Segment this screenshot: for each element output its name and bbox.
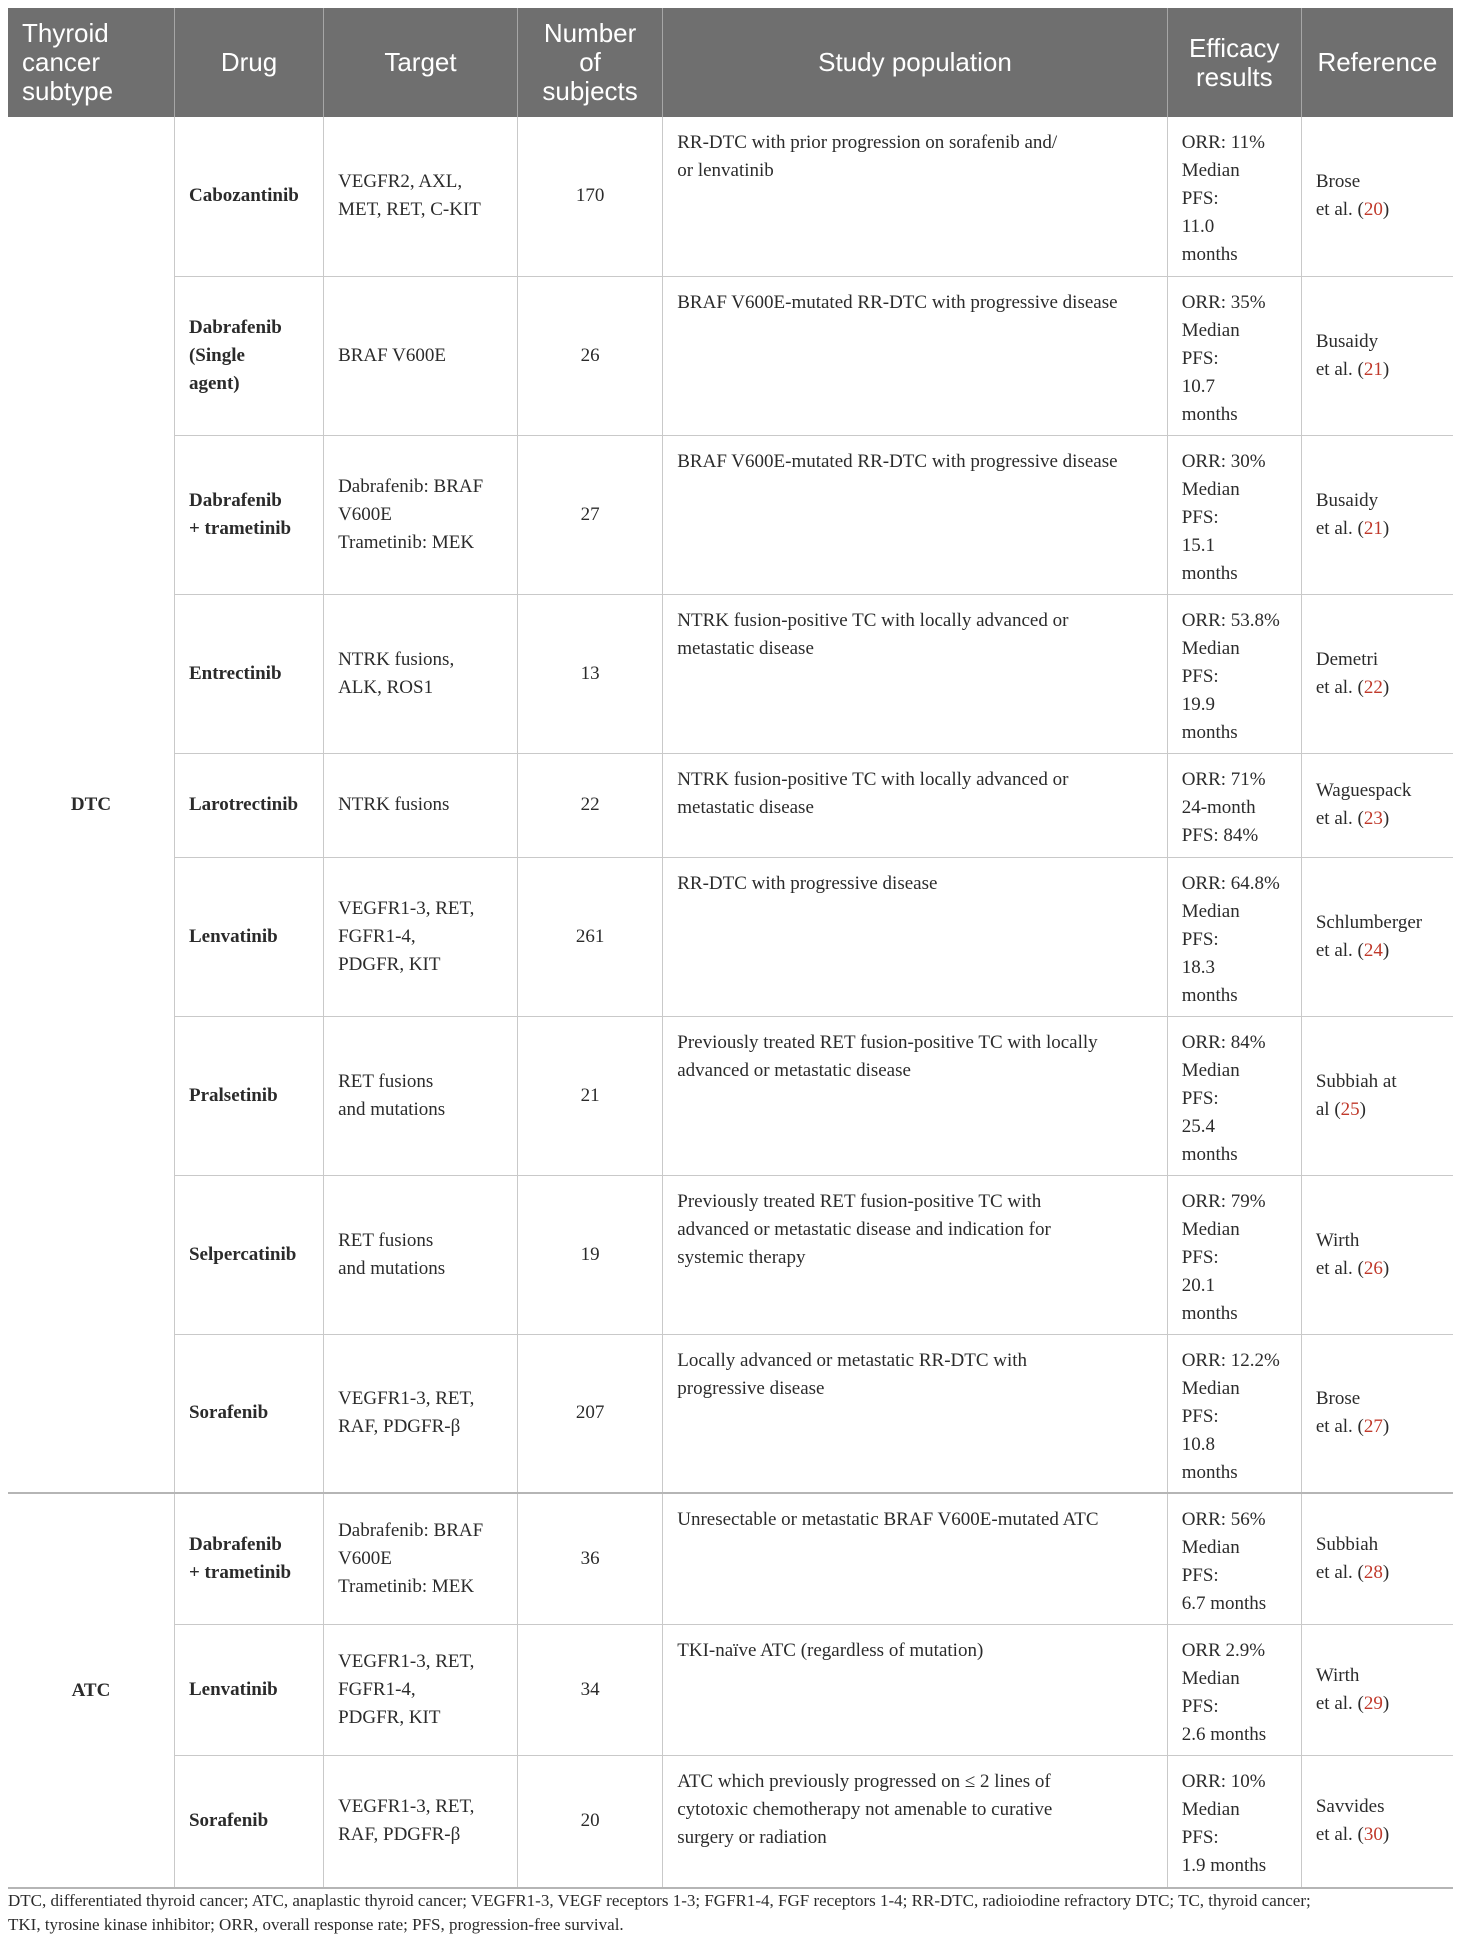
efficacy-cell: ORR: 12.2% Median PFS: 10.8 months (1167, 1334, 1301, 1493)
reference-cell: Wirth et al. (29) (1301, 1624, 1453, 1755)
efficacy-cell: ORR: 10% Median PFS: 1.9 months (1167, 1755, 1301, 1888)
header-reference: Reference (1301, 8, 1453, 117)
subjects-cell: 261 (517, 857, 662, 1016)
population-cell: BRAF V600E-mutated RR-DTC with progressive disease (663, 276, 1167, 435)
subjects-cell: 26 (517, 276, 662, 435)
efficacy-cell: ORR: 64.8% Median PFS: 18.3 months (1167, 857, 1301, 1016)
subjects-cell: 170 (517, 117, 662, 276)
drug-cell: Dabrafenib + trametinib (174, 1493, 323, 1624)
reference-cell: Busaidy et al. (21) (1301, 435, 1453, 594)
reference-link[interactable]: 23 (1363, 808, 1383, 829)
table-row (8, 857, 1453, 1016)
population-cell: BRAF V600E-mutated RR-DTC with progressive disease (663, 435, 1167, 594)
thyroid-drug-table (8, 8, 1453, 1889)
target-cell: VEGFR1-3, RET, FGFR1-4, PDGFR, KIT (324, 1624, 518, 1755)
reference-link[interactable]: 26 (1363, 1257, 1383, 1279)
subjects-cell: 21 (517, 1016, 662, 1175)
reference-link[interactable]: 25 (1340, 1098, 1360, 1120)
subjects-cell: 22 (517, 753, 662, 857)
target-cell: RET fusions and mutations (324, 1016, 518, 1175)
reference-cell: Schlumberger et al. (24) (1301, 857, 1453, 1016)
header-row (8, 8, 1453, 117)
efficacy-cell: ORR: 11% Median PFS: 11.0 months (1167, 117, 1301, 276)
header-target: Target (324, 8, 518, 117)
population-cell: Locally advanced or metastatic RR-DTC with progressive disease (663, 1334, 1167, 1493)
reference-link[interactable]: 30 (1363, 1824, 1383, 1846)
table-row (8, 117, 1453, 276)
efficacy-cell: ORR 2.9% Median PFS: 2.6 months (1167, 1624, 1301, 1755)
reference-link[interactable]: 24 (1363, 939, 1383, 961)
table-row (8, 1175, 1453, 1334)
population-cell: NTRK fusion-positive TC with locally advanced or metastatic disease (663, 753, 1167, 857)
reference-link[interactable]: 20 (1363, 199, 1383, 221)
subtype-cell: DTC (8, 117, 174, 1493)
target-cell: Dabrafenib: BRAF V600E Trametinib: MEK (324, 435, 518, 594)
reference-cell: Subbiah et al. (28) (1301, 1493, 1453, 1624)
population-cell: RR-DTC with progressive disease (663, 857, 1167, 1016)
efficacy-cell: ORR: 30% Median PFS: 15.1 months (1167, 435, 1301, 594)
table-row (8, 276, 1453, 435)
efficacy-cell: ORR: 56% Median PFS: 6.7 months (1167, 1493, 1301, 1624)
drug-table-container (8, 8, 1453, 1889)
drug-cell: Sorafenib (174, 1334, 323, 1493)
table-row (8, 1016, 1453, 1175)
drug-cell: Cabozantinib (174, 117, 323, 276)
subjects-cell: 36 (517, 1493, 662, 1624)
table-row (8, 1493, 1453, 1624)
table-row (8, 1755, 1453, 1888)
target-cell: VEGFR1-3, RET, RAF, PDGFR-β (324, 1755, 518, 1888)
reference-link[interactable]: 21 (1363, 517, 1383, 539)
target-cell: NTRK fusions (324, 753, 518, 857)
drug-cell: Entrectinib (174, 594, 323, 753)
reference-link[interactable]: 27 (1363, 1416, 1383, 1438)
header-population: Study population (663, 8, 1167, 117)
target-cell: RET fusions and mutations (324, 1175, 518, 1334)
reference-cell: Brose et al. (20) (1301, 117, 1453, 276)
population-cell: RR-DTC with prior progression on sorafenib and/ or lenvatinib (663, 117, 1167, 276)
subjects-cell: 207 (517, 1334, 662, 1493)
efficacy-cell: ORR: 71% 24-month PFS: 84% (1167, 753, 1301, 857)
population-cell: ATC which previously progressed on ≤ 2 lines of cytotoxic chemotherapy not amenable to curative surgery or radiation (663, 1755, 1167, 1888)
target-cell: VEGFR1-3, RET, FGFR1-4, PDGFR, KIT (324, 857, 518, 1016)
drug-cell: Pralsetinib (174, 1016, 323, 1175)
drug-cell: Larotrectinib (174, 753, 323, 857)
reference-cell: Savvides et al. (30) (1301, 1755, 1453, 1888)
reference-cell: Subbiah at al (25) (1301, 1016, 1453, 1175)
population-cell: Unresectable or metastatic BRAF V600E-mutated ATC (663, 1493, 1167, 1624)
efficacy-cell: ORR: 79% Median PFS: 20.1 months (1167, 1175, 1301, 1334)
table-row (8, 753, 1453, 857)
target-cell: Dabrafenib: BRAF V600E Trametinib: MEK (324, 1493, 518, 1624)
population-cell: TKI-naïve ATC (regardless of mutation) (663, 1624, 1167, 1755)
drug-cell: Dabrafenib (Single agent) (174, 276, 323, 435)
header-efficacy: Efficacy results (1167, 8, 1301, 117)
efficacy-cell: ORR: 53.8% Median PFS: 19.9 months (1167, 594, 1301, 753)
target-cell: BRAF V600E (324, 276, 518, 435)
table-row (8, 1624, 1453, 1755)
target-cell: VEGFR1-3, RET, RAF, PDGFR-β (324, 1334, 518, 1493)
reference-cell: Waguespack et al. (23) (1301, 753, 1453, 857)
reference-cell: Busaidy et al. (21) (1301, 276, 1453, 435)
table-body (8, 117, 1453, 1888)
efficacy-cell: ORR: 35% Median PFS: 10.7 months (1167, 276, 1301, 435)
reference-link[interactable]: 21 (1363, 358, 1383, 380)
reference-link[interactable]: 28 (1363, 1561, 1383, 1583)
subjects-cell: 20 (517, 1755, 662, 1888)
drug-cell: Lenvatinib (174, 1624, 323, 1755)
reference-cell: Wirth et al. (26) (1301, 1175, 1453, 1334)
header-subjects: Number of subjects (517, 8, 662, 117)
population-cell: NTRK fusion-positive TC with locally advanced or metastatic disease (663, 594, 1167, 753)
population-cell: Previously treated RET fusion-positive TC with advanced or metastatic disease and indication for systemic therapy (663, 1175, 1167, 1334)
target-cell: VEGFR2, AXL, MET, RET, C-KIT (324, 117, 518, 276)
table-row (8, 594, 1453, 753)
table-row (8, 1334, 1453, 1493)
reference-link[interactable]: 22 (1363, 676, 1383, 698)
reference-link[interactable]: 29 (1363, 1692, 1383, 1714)
drug-cell: Dabrafenib + trametinib (174, 435, 323, 594)
header-drug: Drug (174, 8, 323, 117)
target-cell: NTRK fusions, ALK, ROS1 (324, 594, 518, 753)
header-subtype: Thyroid cancer subtype (8, 8, 174, 117)
table-footnote: DTC, differentiated thyroid cancer; ATC, anaplastic thyroid cancer; VEGFR1-3, VEGF receptors 1-3; FGFR1-4, FGF receptors 1-4; RR-DTC, radioiodine refractory DTC; TC, thyroid cancer; TKI, tyrosine kinase inhibitor; ORR, overall response rate; PFS, progression-free survival. (8, 1891, 1311, 1934)
drug-cell: Selpercatinib (174, 1175, 323, 1334)
subtype-cell: ATC (8, 1493, 174, 1888)
reference-cell: Demetri et al. (22) (1301, 594, 1453, 753)
drug-cell: Lenvatinib (174, 857, 323, 1016)
subjects-cell: 19 (517, 1175, 662, 1334)
population-cell: Previously treated RET fusion-positive TC with locally advanced or metastatic disease (663, 1016, 1167, 1175)
efficacy-cell: ORR: 84% Median PFS: 25.4 months (1167, 1016, 1301, 1175)
subjects-cell: 27 (517, 435, 662, 594)
table-row (8, 435, 1453, 594)
reference-cell: Brose et al. (27) (1301, 1334, 1453, 1493)
subjects-cell: 13 (517, 594, 662, 753)
subjects-cell: 34 (517, 1624, 662, 1755)
drug-cell: Sorafenib (174, 1755, 323, 1888)
